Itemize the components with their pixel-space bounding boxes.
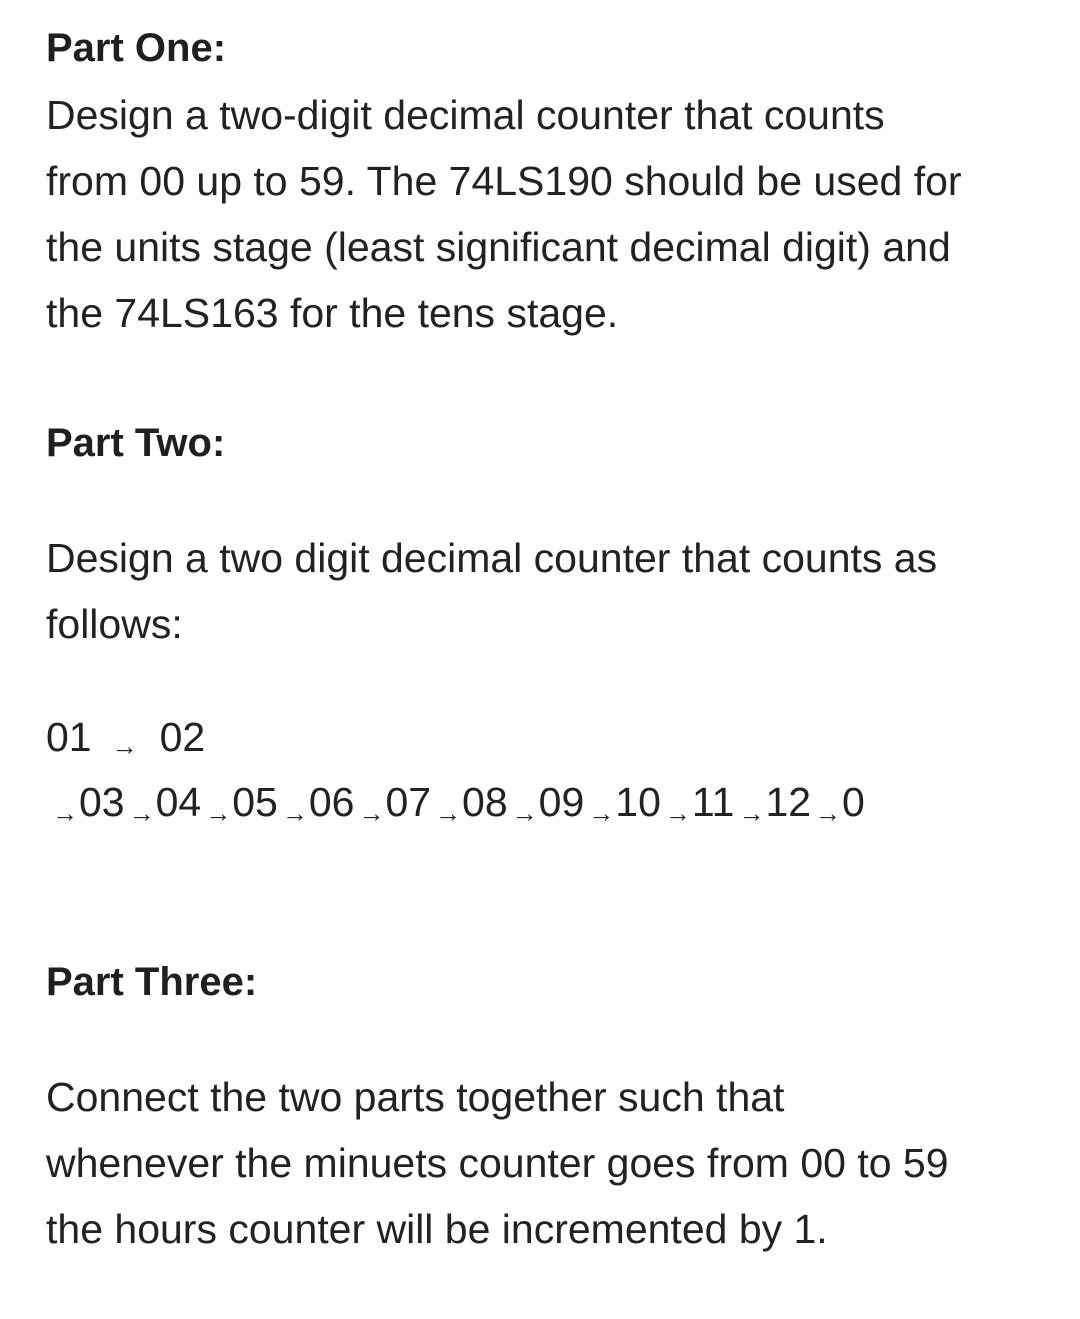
part-two-line: Design a two digit decimal counter that counts as (46, 535, 938, 581)
part-three-line: Connect the two parts together such that (46, 1074, 785, 1120)
sequence-value: 07 (385, 779, 432, 825)
arrow-right-icon: → (205, 798, 232, 828)
sequence-value: 0 (842, 779, 865, 825)
count-sequence-continuation (52, 774, 1036, 841)
sequence-step (281, 779, 359, 828)
arrow-right-icon: → (52, 798, 78, 828)
sequence-step (511, 779, 589, 828)
sequence-step (664, 779, 739, 828)
part-two-paragraph (46, 525, 937, 657)
sequence-step (815, 779, 869, 828)
sequence-value: 10 (615, 779, 661, 825)
sequence-value: 06 (308, 779, 355, 825)
sequence-step (52, 779, 129, 828)
sequence-value: 12 (765, 779, 812, 825)
sequence-value: 05 (232, 779, 278, 825)
arrow-right-icon: → (664, 798, 691, 828)
sequence-value: 09 (538, 779, 585, 825)
arrow-right-icon: → (815, 798, 842, 828)
part-two-heading: Part Two: (46, 421, 226, 465)
sequence-value: 11 (691, 779, 735, 825)
arrow-right-icon: → (511, 798, 538, 828)
arrow-right-icon: → (435, 798, 462, 828)
part-one-line: Design a two-digit decimal counter that counts (46, 92, 885, 138)
sequence-step (205, 779, 282, 828)
sequence-value: 01 (46, 714, 92, 760)
sequence-value: 03 (79, 779, 125, 825)
sequence-value: 08 (462, 779, 508, 825)
arrow-right-icon: → (738, 798, 765, 828)
part-one-line: from 00 up to 59. The 74LS190 should be used for (46, 158, 962, 204)
part-three-line: whenever the minuets counter goes from 00 to 59 (46, 1140, 949, 1186)
sequence-value: 02 (159, 714, 206, 760)
part-three-paragraph (46, 1064, 949, 1262)
part-one-line: the 74LS163 for the tens stage. (46, 290, 619, 336)
part-one-line: the units stage (least significant decimal digit) and (46, 224, 951, 270)
part-three-heading: Part Three: (46, 960, 258, 1004)
sequence-step (435, 779, 512, 828)
sequence-step (128, 779, 206, 828)
count-sequence-start (46, 709, 205, 774)
sequence-step (738, 779, 815, 828)
part-two-line: follows: (46, 601, 183, 647)
arrow-right-icon: → (588, 798, 615, 828)
part-one-paragraph (46, 82, 962, 346)
sequence-step (358, 779, 435, 828)
part-three-line: the hours counter will be incremented by 1. (46, 1206, 828, 1252)
arrow-right-icon: → (358, 798, 385, 828)
arrow-right-icon: → (281, 798, 308, 828)
arrow-right-icon: → (111, 731, 138, 761)
sequence-step (588, 779, 665, 828)
sequence-value: 04 (155, 779, 202, 825)
arrow-right-icon: → (128, 798, 155, 828)
part-one-heading: Part One: (46, 26, 227, 70)
